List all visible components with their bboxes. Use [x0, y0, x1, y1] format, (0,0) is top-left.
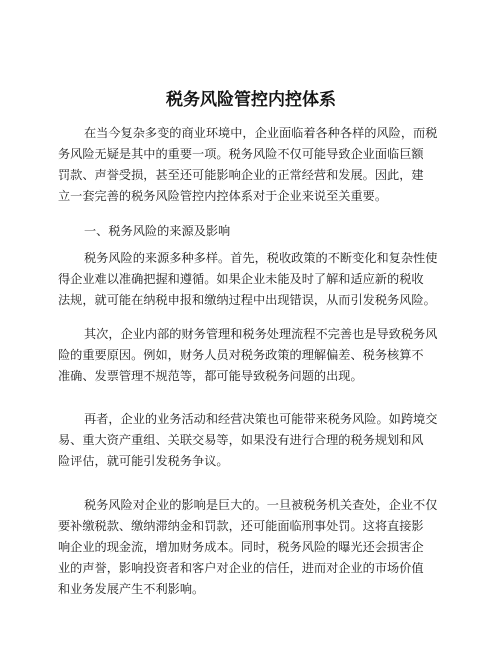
paragraph-line: 再者，企业的业务活动和经营决策也可能带来税务风险。如跨境交	[84, 412, 438, 426]
paragraph-line: 业的声誉，影响投资者和客户对企业的信任，进而对企业的市场价值	[58, 561, 424, 575]
section-heading-line: 一、税务风险的来源及影响	[84, 224, 231, 238]
paragraph-line: 立一套完善的税务风险管控内控体系对于企业来说至关重要。	[58, 189, 388, 203]
paragraph-line: 险评估，就可能引发税务争议。	[58, 454, 229, 468]
paragraph-line: 要补缴税款、缴纳滞纳金和罚款，还可能面临刑事处罚。这将直接影	[58, 519, 424, 533]
paragraph-impact	[58, 495, 448, 600]
paragraph-line: 税务风险对企业的影响是巨大的。一旦被税务机关查处，企业不仅	[84, 498, 438, 512]
paragraph-line: 务风险无疑是其中的重要一项。税务风险不仅可能导致企业面临巨额	[58, 147, 424, 161]
paragraph-intro	[58, 123, 448, 207]
paragraph-line: 其次，企业内部的财务管理和税务处理流程不完善也是导致税务风	[84, 327, 438, 341]
paragraph-line: 税务风险的来源多种多样。首先，税收政策的不断变化和复杂性使	[84, 251, 438, 265]
paragraph-internal	[58, 324, 448, 387]
paragraph-line: 法规，就可能在纳税申报和缴纳过程中出现错误，从而引发税务风险。	[58, 293, 436, 307]
document-title: 税务风险管控内控体系	[166, 90, 336, 110]
paragraph-line: 响企业的现金流，增加财务成本。同时，税务风险的曝光还会损害企	[58, 540, 424, 554]
paragraph-business	[58, 409, 448, 472]
paragraph-line: 在当今复杂多变的商业环境中，企业面临着各种各样的风险，而税	[84, 126, 438, 140]
paragraph-line: 准确、发票管理不规范等，都可能导致税务问题的出现。	[58, 369, 363, 383]
paragraph-line: 罚款、声誉受损，甚至还可能影响企业的正常经营和发展。因此，建	[58, 168, 424, 182]
paragraph-sources	[58, 248, 448, 311]
paragraph-line: 得企业难以准确把握和遵循。如果企业未能及时了解和适应新的税收	[58, 272, 424, 286]
section-heading	[58, 221, 448, 242]
paragraph-line: 和业务发展产生不利影响。	[58, 582, 205, 596]
paragraph-line: 险的重要原因。例如，财务人员对税务政策的理解偏差、税务核算不	[58, 348, 424, 362]
paragraph-line: 易、重大资产重组、关联交易等，如果没有进行合理的税务规划和风	[58, 433, 424, 447]
